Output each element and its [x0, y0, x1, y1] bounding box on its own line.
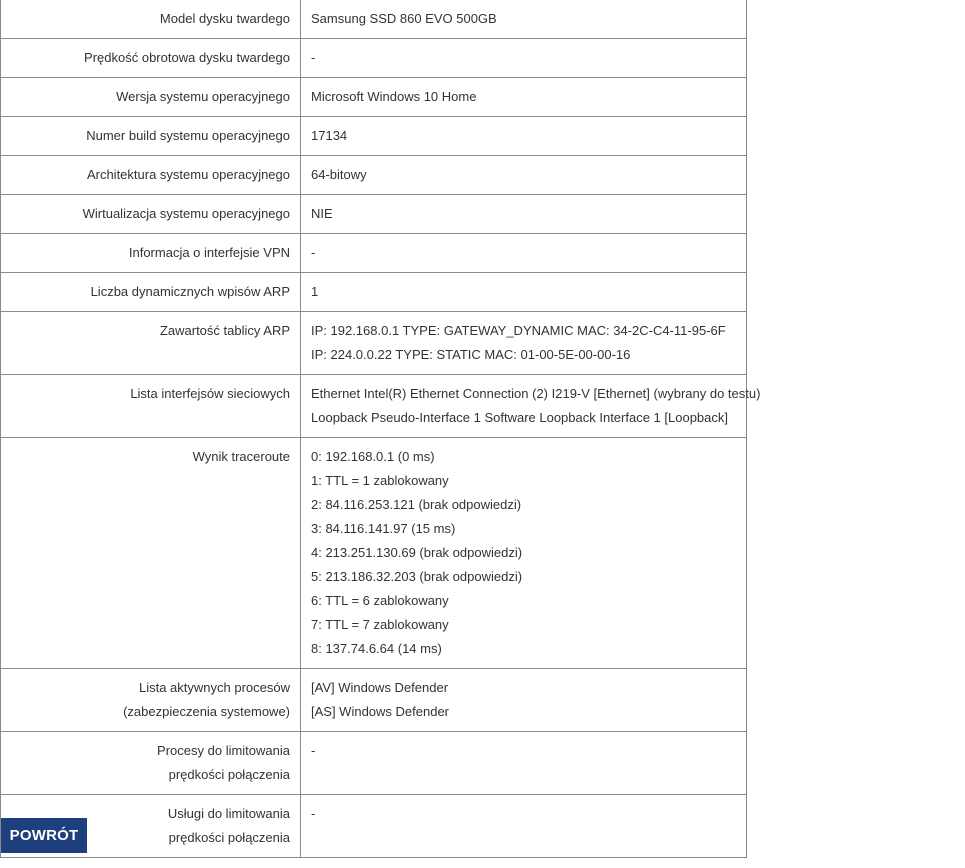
value-line: 2: 84.116.253.121 (brak odpowiedzi)	[311, 497, 522, 512]
info-row	[1, 438, 747, 669]
info-row	[1, 273, 747, 312]
info-row-label	[1, 78, 301, 117]
label-line: Informacja o interfejsie VPN	[128, 245, 290, 260]
value-line: -	[311, 245, 316, 260]
info-row-value	[301, 117, 747, 156]
info-row-label	[1, 312, 301, 375]
label-line: Wirtualizacja systemu operacyjnego	[82, 206, 290, 221]
info-row	[1, 312, 747, 375]
info-row	[1, 39, 747, 78]
info-row-label	[1, 273, 301, 312]
label-line: Zawartość tablicy ARP	[159, 323, 290, 338]
info-row-label	[1, 234, 301, 273]
label-line: prędkości połączenia	[168, 767, 290, 782]
value-line: 1: TTL = 1 zablokowany	[311, 473, 449, 488]
value-line: -	[311, 743, 316, 758]
value-line: 17134	[311, 128, 348, 143]
info-row-label	[1, 669, 301, 732]
info-row-value	[301, 732, 747, 795]
info-row	[1, 669, 747, 732]
value-line: -	[311, 806, 316, 821]
value-line: 64-bitowy	[311, 167, 367, 182]
label-line: Wersja systemu operacyjnego	[116, 89, 290, 104]
info-row	[1, 375, 747, 438]
value-line: Microsoft Windows 10 Home	[311, 89, 477, 104]
value-line: 3: 84.116.141.97 (15 ms)	[311, 521, 456, 536]
info-row-value	[301, 438, 747, 669]
info-row-value	[301, 0, 747, 39]
info-row	[1, 117, 747, 156]
value-line: IP: 192.168.0.1 TYPE: GATEWAY_DYNAMIC MAC: 34-2C-C4-11-95-6F	[311, 323, 726, 338]
info-row-value	[301, 273, 747, 312]
value-line: [AV] Windows Defender	[311, 680, 449, 695]
info-row	[1, 78, 747, 117]
back-button[interactable]: POWRÓT	[1, 818, 87, 853]
info-row	[1, 732, 747, 795]
info-row-label	[1, 732, 301, 795]
info-row-value	[301, 156, 747, 195]
value-line: [AS] Windows Defender	[311, 704, 450, 719]
label-line: prędkości połączenia	[168, 830, 290, 845]
info-row	[1, 234, 747, 273]
info-row-value	[301, 195, 747, 234]
value-line: 0: 192.168.0.1 (0 ms)	[311, 449, 435, 464]
value-line: 8: 137.74.6.64 (14 ms)	[311, 641, 442, 656]
info-row	[1, 795, 747, 858]
value-line: Loopback Pseudo-Interface 1 Software Loopback Interface 1 [Loopback]	[311, 410, 728, 425]
label-line: Model dysku twardego	[159, 11, 290, 26]
info-row-value	[301, 375, 761, 438]
label-line: Numer build systemu operacyjnego	[86, 128, 290, 143]
value-line: -	[311, 50, 316, 65]
value-line: IP: 224.0.0.22 TYPE: STATIC MAC: 01-00-5E-00-00-16	[311, 347, 631, 362]
info-row-value	[301, 795, 747, 858]
label-line: Lista aktywnych procesów	[138, 680, 290, 695]
label-line: Architektura systemu operacyjnego	[86, 167, 290, 182]
value-line: 6: TTL = 6 zablokowany	[311, 593, 449, 608]
value-line: Ethernet Intel(R) Ethernet Connection (2) I219-V [Ethernet] (wybrany do testu)	[311, 386, 761, 401]
info-row-value	[301, 78, 747, 117]
info-row-label	[1, 375, 301, 438]
label-line: Wynik traceroute	[192, 449, 290, 464]
info-row-label	[1, 156, 301, 195]
value-line: 5: 213.186.32.203 (brak odpowiedzi)	[311, 569, 523, 584]
label-line: (zabezpieczenia systemowe)	[123, 704, 290, 719]
value-line: 4: 213.251.130.69 (brak odpowiedzi)	[311, 545, 523, 560]
info-row-label	[1, 195, 301, 234]
info-row-label	[1, 39, 301, 78]
info-row	[1, 195, 747, 234]
value-line: Samsung SSD 860 EVO 500GB	[311, 11, 497, 26]
label-line: Lista interfejsów sieciowych	[130, 386, 290, 401]
info-row-value	[301, 669, 747, 732]
value-line: 1	[311, 284, 319, 299]
info-row	[1, 0, 747, 39]
label-line: Prędkość obrotowa dysku twardego	[84, 50, 290, 65]
label-line: Usługi do limitowania	[167, 806, 290, 821]
label-line: Procesy do limitowania	[157, 743, 290, 758]
info-row-value	[301, 312, 747, 375]
info-row	[1, 156, 747, 195]
info-row-label	[1, 438, 301, 669]
info-row-value	[301, 234, 747, 273]
value-line: NIE	[311, 206, 333, 221]
system-info-table-body	[1, 0, 761, 858]
info-row-value	[301, 39, 747, 78]
label-line: Liczba dynamicznych wpisów ARP	[90, 284, 290, 299]
info-row-label	[1, 117, 301, 156]
info-row-label	[1, 0, 301, 39]
value-line: 7: TTL = 7 zablokowany	[311, 617, 449, 632]
